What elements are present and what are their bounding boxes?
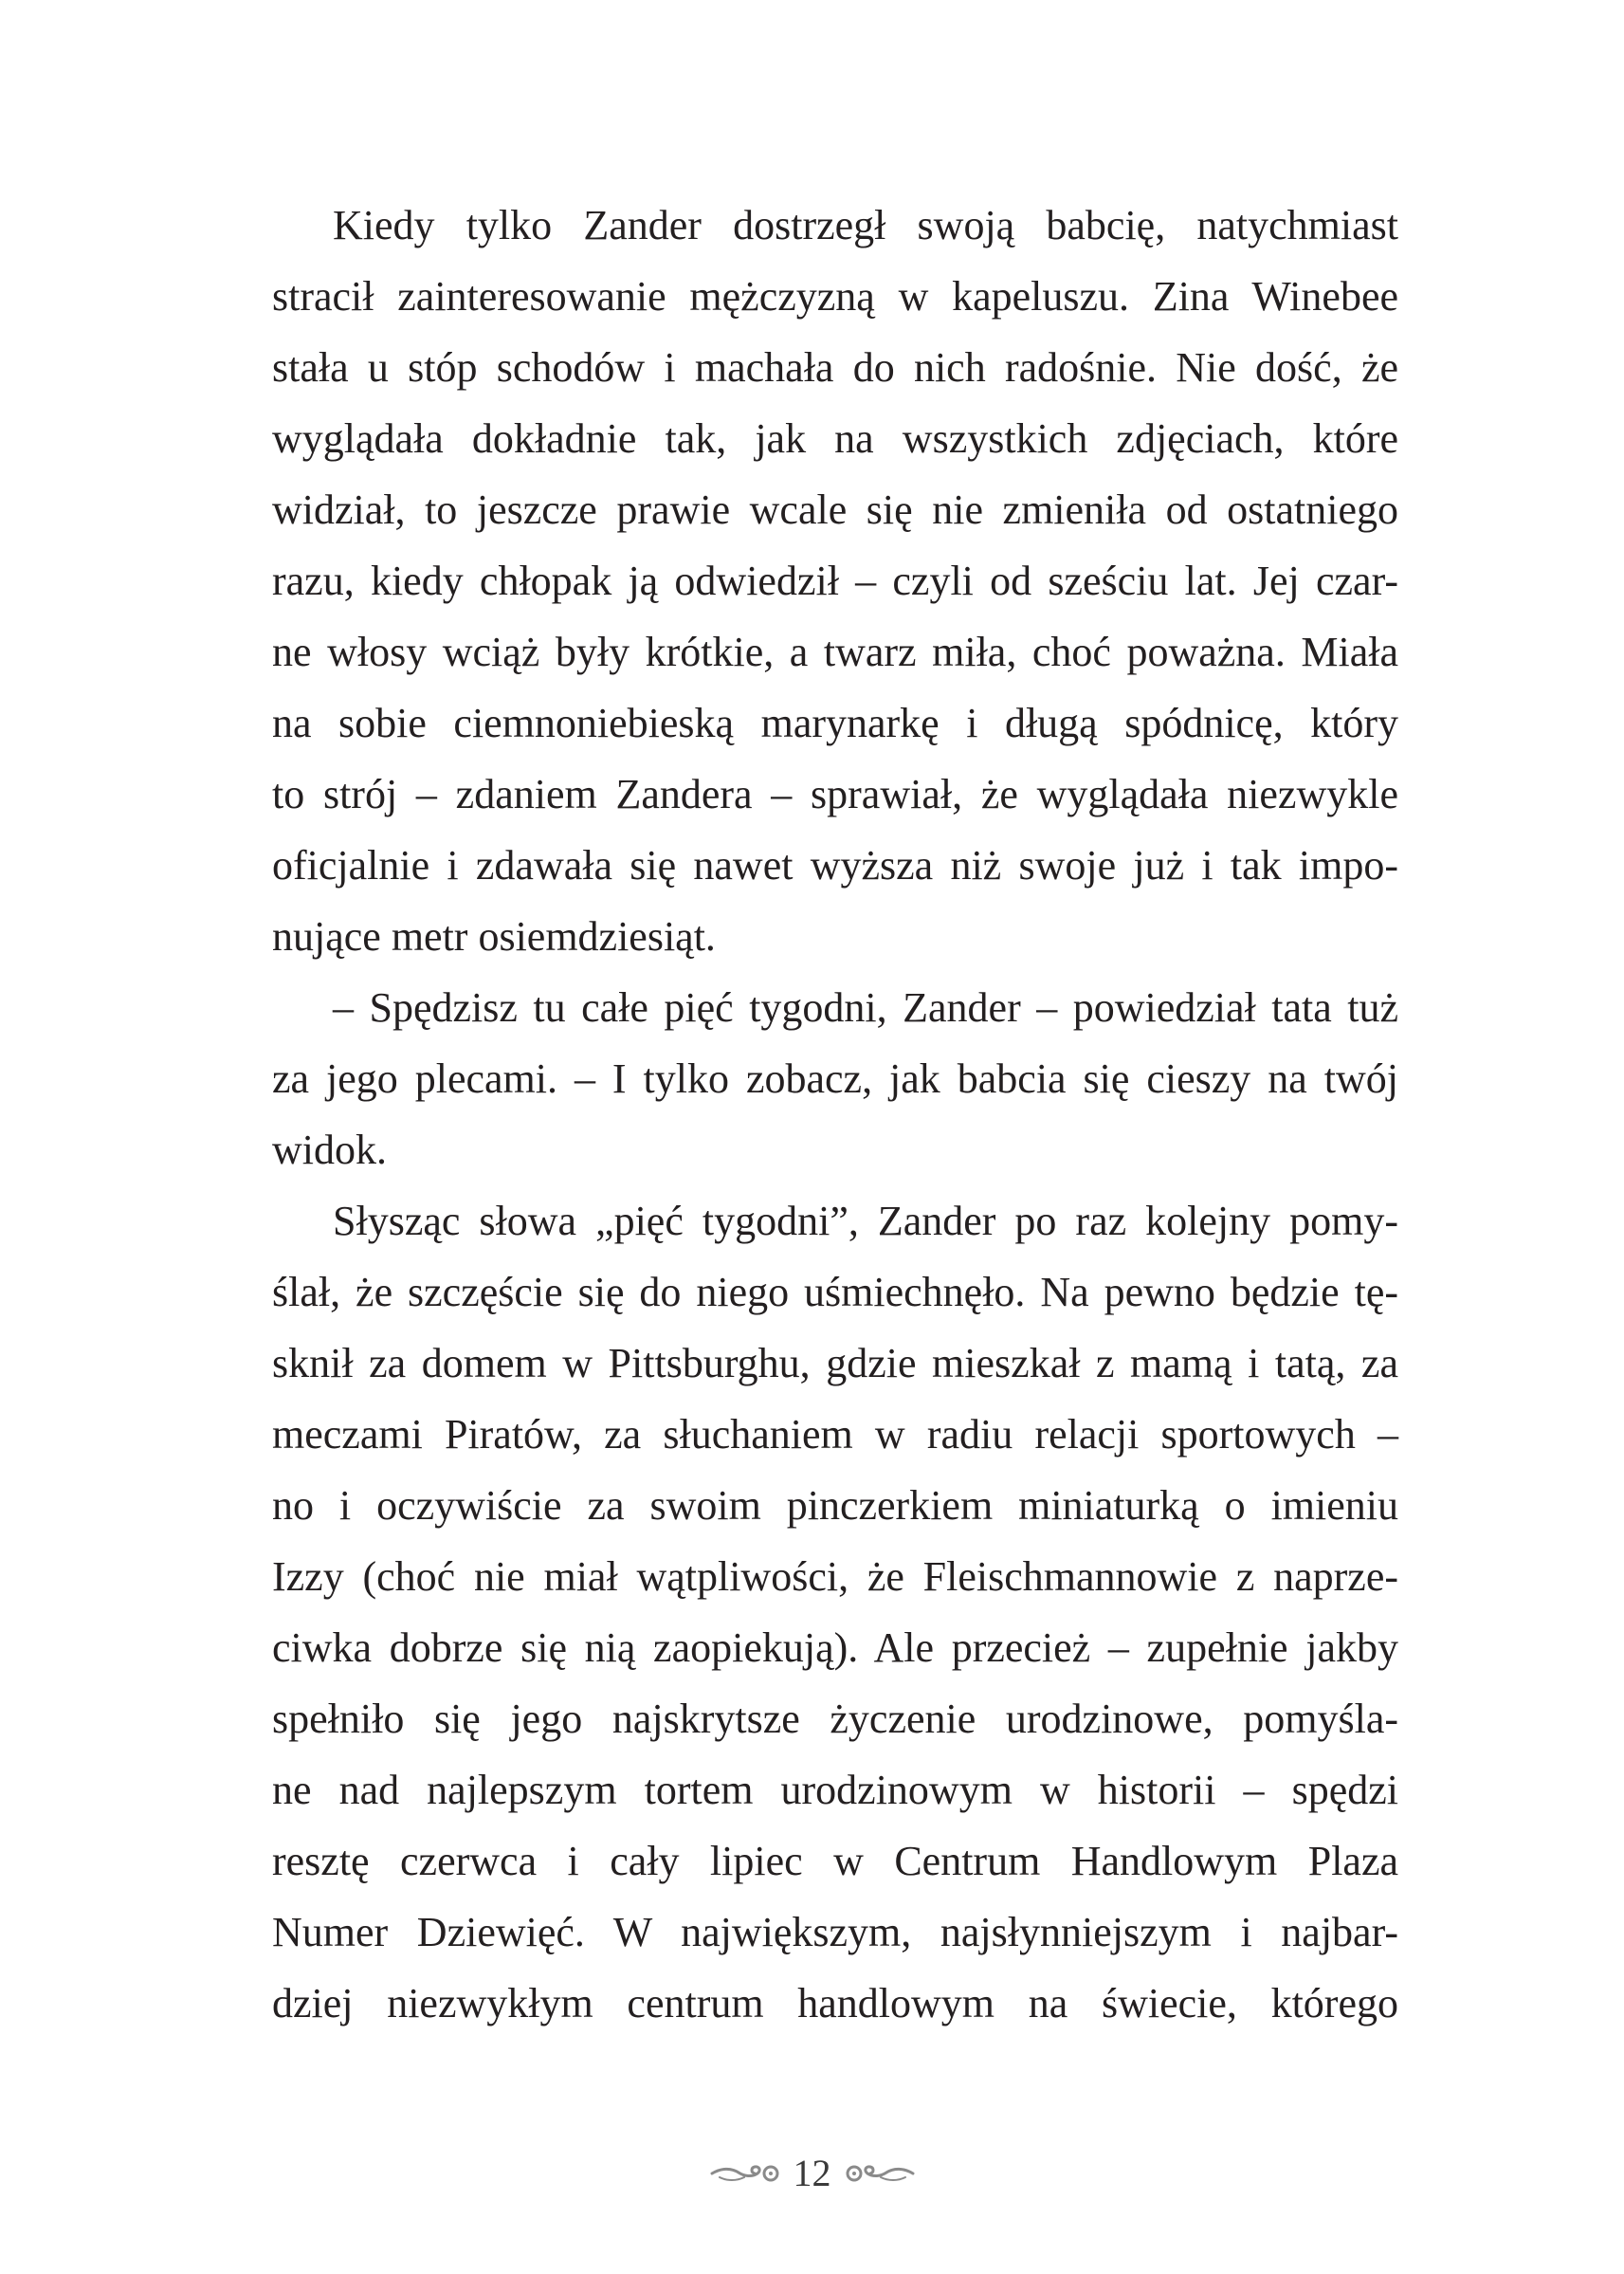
text-line: spełniło się jego najskrytsze życzenie urodzinowe, pomyśla- [272, 1696, 1398, 1742]
text-line: resztę czerwca i cały lipiec w Centrum Handlowym Plaza [272, 1838, 1398, 1884]
text-line: dziej niezwykłym centrum handlowym na świecie, którego [272, 1980, 1398, 2026]
text-line: wyglądała dokładnie tak, jak na wszystkich zdjęciach, które [272, 415, 1398, 462]
text-line: no i oczywiście za swoim pinczerkiem miniaturką o imieniu [272, 1482, 1398, 1529]
left-flourish-icon [710, 2160, 782, 2187]
text-line: Izzy (choć nie miał wątpliwości, że Fleischmannowie z naprze- [272, 1553, 1398, 1600]
text-line: oficjalnie i zdawała się nawet wyższa niż swoje już i tak impo- [272, 842, 1398, 889]
text-line: nujące metr osiemdziesiąt. [272, 913, 716, 960]
text-line: Kiedy tylko Zander dostrzegł swoją babcię, natychmiast [333, 202, 1398, 248]
text-line: ne włosy wciąż były krótkie, a twarz miła, choć poważna. Miała [272, 629, 1398, 675]
text-line: za jego plecami. – I tylko zobacz, jak babcia się cieszy na twój [272, 1055, 1398, 1102]
text-line: meczami Piratów, za słuchaniem w radiu relacji sportowych – [272, 1411, 1398, 1458]
text-line: stała u stóp schodów i machała do nich radośnie. Nie dość, że [272, 344, 1398, 391]
text-line: Numer Dziewięć. W największym, najsłynniejszym i najbar- [272, 1909, 1398, 1955]
text-line: stracił zainteresowanie mężczyzną w kapeluszu. Zina Winebee [272, 273, 1398, 320]
text-line: razu, kiedy chłopak ją odwiedził – czyli od sześciu lat. Jej czar- [272, 558, 1398, 604]
text-line: ślał, że szczęście się do niego uśmiechnęło. Na pewno będzie tę- [272, 1269, 1398, 1315]
text-line: widok. [272, 1127, 387, 1173]
text-line: na sobie ciemnoniebieską marynarkę i długą spódnicę, który [272, 700, 1398, 746]
text-line: widział, to jeszcze prawie wcale się nie zmieniła od ostatniego [272, 486, 1398, 533]
text-line: ne nad najlepszym tortem urodzinowym w historii – spędzi [272, 1767, 1398, 1813]
page-footer [0, 2145, 1624, 2202]
page-number: 12 [793, 2152, 831, 2194]
text-line: – Spędzisz tu całe pięć tygodni, Zander – powiedział tata tuż [333, 984, 1398, 1031]
body-text [272, 190, 1398, 2039]
text-line: to strój – zdaniem Zandera – sprawiał, że wyglądała niezwykle [272, 771, 1398, 817]
text-line: ciwka dobrze się nią zaopiekują). Ale przecież – zupełnie jakby [272, 1624, 1398, 1671]
right-flourish-icon [843, 2160, 915, 2187]
text-line: sknił za domem w Pittsburghu, gdzie mieszkał z mamą i tatą, za [272, 1340, 1398, 1386]
text-line: Słysząc słowa „pięć tygodni”, Zander po raz kolejny pomy- [333, 1198, 1398, 1244]
